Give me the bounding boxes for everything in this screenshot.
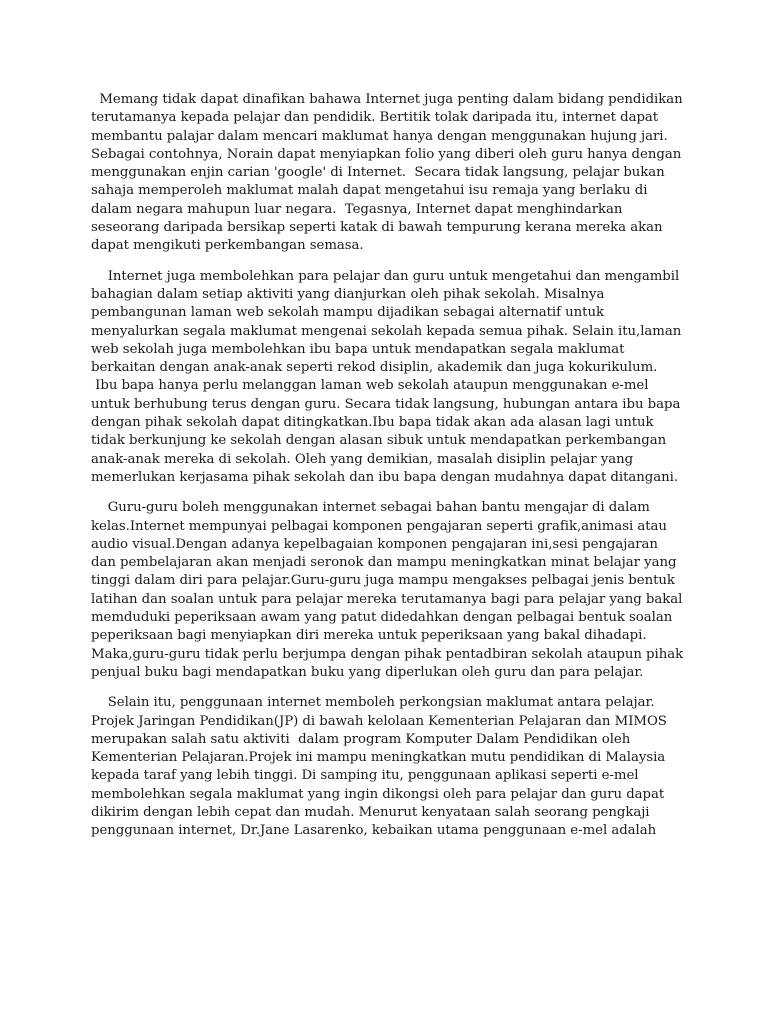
text-line: membantu palajar dalam mencari maklumat hanya dengan menggunakan hujung jari. <box>91 128 668 144</box>
text-line: tidak berkunjung ke sekolah dengan alasan sibuk untuk mendapatkan perkembangan <box>91 433 667 449</box>
text-line: dan pembelajaran akan menjadi seronok dan mampu meningkatkan minat belajar yang <box>91 555 677 571</box>
text-line: Kementerian Pelajaran.Projek ini mampu meningkatkan mutu pendidikan di Malaysia <box>91 750 666 766</box>
text-line: latihan dan soalan untuk para pelajar mereka terutamanya bagi para pelajar yang bakal <box>91 591 683 607</box>
paragraph-2 <box>91 268 681 488</box>
text-line: pembangunan laman web sekolah mampu dijadikan sebagai alternatif untuk <box>91 305 605 321</box>
text-line: bahagian dalam setiap aktiviti yang dianjurkan oleh pihak sekolah. Misalnya <box>91 286 605 302</box>
text-line: Guru-guru boleh menggunakan internet sebagai bahan bantu mengajar di dalam <box>91 500 650 516</box>
text-line: untuk berhubung terus dengan guru. Secara tidak langsung, hubungan antara ibu bapa <box>91 396 681 412</box>
text-line: menyalurkan segala maklumat mengenai sekolah kepada semua pihak. Selain itu,laman <box>91 323 682 339</box>
text-line: Projek Jaringan Pendidikan(JP) di bawah kelolaan Kementerian Pelajaran dan MIMOS <box>91 713 667 729</box>
text-line: penggunaan internet, Dr.Jane Lasarenko, kebaikan utama penggunaan e-mel adalah <box>91 823 657 839</box>
text-line: terutamanya kepada pelajar dan pendidik. Bertitik tolak daripada itu, internet dapat <box>91 110 659 126</box>
text-line: Sebagai contohnya, Norain dapat menyiapkan folio yang diberi oleh guru hanya dengan <box>91 146 682 162</box>
document-page <box>91 91 684 853</box>
text-line: memerlukan kerjasama pihak sekolah dan ibu bapa dengan mudahnya dapat ditangani. <box>91 469 679 485</box>
paragraph-3 <box>91 499 684 682</box>
text-line: Internet juga membolehkan para pelajar dan guru untuk mengetahui dan mengambil <box>91 268 680 284</box>
text-line: Memang tidak dapat dinafikan bahawa Internet juga penting dalam bidang pendidikan <box>91 92 683 107</box>
text-line: memduduki peperiksaan awam yang patut didedahkan dengan pelbagai bentuk soalan <box>91 610 673 626</box>
text-line: web sekolah juga membolehkan ibu bapa untuk mendapatkan segala maklumat <box>91 341 625 357</box>
text-line: Selain itu, penggunaan internet memboleh perkongsian maklumat antara pelajar. <box>91 695 655 711</box>
text-line: Maka,guru-guru tidak perlu berjumpa dengan pihak pentadbiran sekolah ataupun pihak <box>91 646 684 662</box>
text-line: dapat mengikuti perkembangan semasa. <box>91 238 364 254</box>
text-line: penjual buku bagi mendapatkan buku yang diperlukan oleh guru dan para pelajar. <box>91 664 644 680</box>
paragraph-4 <box>91 694 681 840</box>
text-line: tinggi dalam diri para pelajar.Guru-guru juga mampu mengakses pelbagai jenis bentuk <box>91 573 675 589</box>
text-line: anak-anak mereka di sekolah. Oleh yang demikian, masalah disiplin pelajar yang <box>91 451 634 467</box>
text-line: merupakan salah satu aktiviti dalam program Komputer Dalam Pendidikan oleh <box>91 731 631 747</box>
text-line: dengan pihak sekolah dapat ditingkatkan.Ibu bapa tidak akan ada alasan lagi untuk <box>91 415 654 431</box>
text-line: seseorang daripada bersikap seperti katak di bawah tempurung kerana mereka akan <box>91 220 663 236</box>
text-line: audio visual.Dengan adanya kepelbagaian komponen pengajaran ini,sesi pengajaran <box>91 536 658 552</box>
text-line: dalam negara mahupun luar negara. Tegasnya, Internet dapat menghindarkan <box>91 201 623 217</box>
paragraph-1 <box>91 91 681 256</box>
text-line: menggunakan enjin carian 'google' di Internet. Secara tidak langsung, pelajar bukan <box>91 165 665 181</box>
text-line: dikirim dengan lebih cepat dan mudah. Menurut kenyataan salah seorang pengkaji <box>91 804 650 820</box>
text-line: kelas.Internet mempunyai pelbagai komponen pengajaran seperti grafik,animasi atau <box>91 518 667 534</box>
text-line: sahaja memperoleh maklumat malah dapat mengetahui isu remaja yang berlaku di <box>91 183 648 199</box>
text-line: membolehkan segala maklumat yang ingin dikongsi oleh para pelajar dan guru dapat <box>91 786 665 802</box>
text-line: Ibu bapa hanya perlu melanggan laman web sekolah ataupun menggunakan e-mel <box>91 378 649 394</box>
text-line: berkaitan dengan anak-anak seperti rekod disiplin, akademik dan juga kokurikulum. <box>91 360 658 376</box>
text-line: peperiksaan bagi menyiapkan diri mereka untuk peperiksaan yang bakal dihadapi. <box>91 628 647 644</box>
text-line: kepada taraf yang lebih tinggi. Di samping itu, penggunaan aplikasi seperti e-mel <box>91 768 639 784</box>
